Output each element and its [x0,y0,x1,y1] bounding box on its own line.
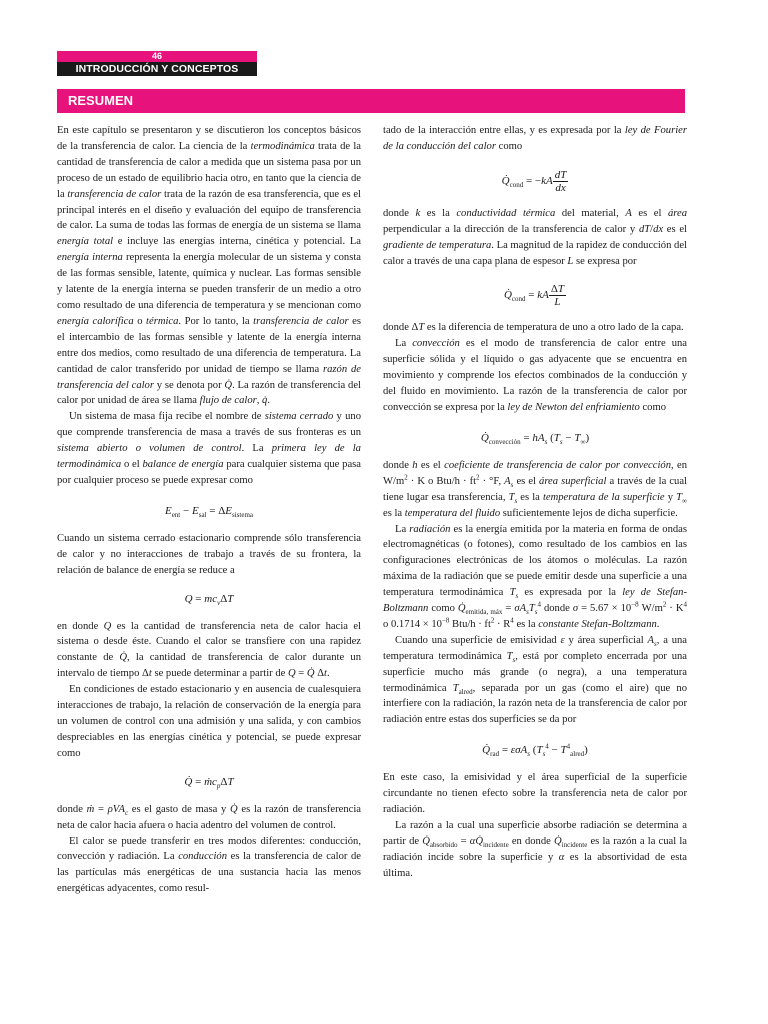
paragraph: En este capítulo se presentaron y se discutieron los conceptos básicos de la transferencia de calor. La ciencia de la termodinámica trata de la cantidad de transferencia de calor a medida que un sistema pasa por un proceso de un estado de equilibrio hacia otro, en tanto que la ciencia de la transferencia de calor trata de la razón de esa transferencia, que es el principal interés en el diseño y evaluación del equipo de transferencia de calor. La suma de todas las formas de energía de un sistema se llama energía total e incluye las energías interna, cinética y potencial. La energía interna representa la energía molecular de un sistema y consta de las formas sensible, latente, química y nuclear. Las formas sensible y latente de la energía interna se pueden transferir de un medio a otro como resultado de una diferencia de temperatura y se mencionan como energía calorífica o térmica. Por lo tanto, la transferencia de calor es el intercambio de las formas sensible y latente de la energía interna entre dos medios, como resultado de una diferencia de temperatura. La cantidad de calor transferido por unidad de tiempo se llama razón de transferencia del calor y se denota por Q̇. La razón de transferencia del calor por unidad de área se llama flujo de calor, q̇. [57,125,362,407]
paragraph: Un sistema de masa fija recibe el nombre de sistema cerrado y uno que comprende transferencia de masa a través de sus fronteras es un sistema abierto o volumen de control. La primera ley de la termodinámica o el balance de energía para cualquier sistema que pasa por cualquier proceso se puede expresar como [57,411,361,486]
paragraph: La radiación es la energía emitida por la materia en forma de ondas electromagnéticas (o fotones), como resultado de los cambios en las configuraciones electrónicas de los átomos o moléculas. La razón máxima de la radiación que se puede emitir desde una superficie a una temperatura termodinámica $T_s$ es expresada por la ley de Stefan-Boltzmann como $Q̇_{emitida, máx} = \sigma A_sT_s^4$ donde $\sigma = 5.67 \times 10^{-8}$ $W/m^2 \cdot K^4$ o $0.1714 \times 10^{-8}$ $Btu/h \cdot ft^2 \cdot R^4$ es la constante Stefan-Boltzmann. [383,523,688,630]
equation-fourier-plane: $Q̇_{cond}$ = kA $\frac{\Delta T}{L}$ [503,283,565,309]
paragraph: En condiciones de estado estacionario y en ausencia de cualesquiera interacciones de trabajo, la relación de conservación de la energía para un volumen de control con una admisión y una salida, y con cambios despreciables en las energías cinética y potencial, se puede expresar como [57,684,361,759]
right-column [383,123,687,882]
paragraph: En este caso, la emisividad y el área superficial de la superficie circundante no tienen efecto sobre la transferencia neta de calor por radiación. [383,772,687,816]
equation-energy-balance: $E_{ent} - E_{sal} = \Delta E_{sistema}$ [164,504,254,520]
paragraph: donde k es la conductividad térmica del material, A es el área perpendicular a la dirección de la transferencia de calor y dT/dx es el gradiente de temperatura. La magnitud de la rapidez de conducción del calor a través de una capa plana de espesor L se expresa por [383,207,688,267]
paragraph: donde ṁ = ρVA$_c$ es el gasto de masa y Q̇ es la razón de transferencia neta de calor hacia afuera o hacia adentro del volumen de control. [57,803,361,831]
section-heading: RESUMEN [57,89,685,113]
equation-radiation: $Q̇_{rad} = \varepsilon\sigma A_s$ $(T_s^4 - T^4_{alred})$ [482,742,588,759]
chapter-title: INTRODUCCIÓN Y CONCEPTOS BÁSICOS [57,62,257,76]
paragraph: en donde Q es la cantidad de transferencia neta de calor hacia el sistema o desde éste. Cuando el calor se transfiere con una rapidez constante de Q̇, la cantidad de transferencia de calor durante un intervalo de tiempo Δt se puede determinar a partir de Q = Q̇ Δt. [57,620,361,680]
equation-newton: $Q̇_{convección} = hA_s$ $(T_s - T_\infty)$ [480,431,590,447]
paragraph: La razón a la cual una superficie absorbe radiación se determina a partir de $Q̇_{absorbido}$ = $\alpha Q̇_{incidente}$ en donde $Q̇_{incidente}$ es la razón a la cual la radiación incide sobre la superficie y α es la absortividad de esta última. [383,820,687,879]
equation-closed-system: $Q = mc_v\Delta T$ [184,592,234,607]
page-number: 46 [57,51,257,62]
equation-steady-flow: Q̇ = ṁc$_p$ΔT [184,775,234,790]
paragraph: Cuando un sistema cerrado estacionario comprende sólo transferencia de calor y no interacciones de trabajo a través de su frontera, la relación de balance de energía se reduce a [57,532,361,576]
paragraph: El calor se puede transferir en tres modos diferentes: conducción, convección y radiación. La conducción es la transferencia de calor de las partículas más energéticas de una sustancia hacia las menos energéticas adyacentes, como resul- [57,835,361,895]
left-column [57,123,361,897]
paragraph: La convección es el modo de transferencia de calor entre una superficie sólida y el líquido o gas adyacente que se encuentra en movimiento y comprende los efectos combinados de la conducción y del fluido en movimiento. La razón de la transferencia de calor por convección se expresa por la ley de Newton del enfriamiento como [383,338,687,413]
paragraph: donde ΔT es la diferencia de temperatura de uno a otro lado de la capa. [383,322,684,334]
equation-fourier: $Q̇_{cond} = -kA$ $\frac{dT}{dx}$ [501,168,567,194]
paragraph: donde h es el coeficiente de transferencia de calor por convección, en $W/m^2 \cdot K$ o $Btu/h \cdot ft^2 \cdot ^\circ F$, $A_s$ es el área superficial a través de la cual tiene lugar esa transferencia, $T_s$ es la temperatura de la superficie y $T_\infty$ es la temperatura del fluido suficientemente lejos de dicha superficie. [383,459,688,519]
paragraph: Cuando una superficie de emisividad ε y área superficial $A_s$, a una temperatura termodinámica $T_s$, está por completo encerrada por una superficie mucho más grande (o negra), a una temperatura termodinámica $T_{alred}$, separada por un gas (como el aire) que no interfiere con la radiación, la razón neta de la transferencia de calor por radiación entre estas dos superficies se da por [383,634,688,726]
paragraph: tado de la interacción entre ellas, y es expresada por la ley de Fourier de la conducción del calor como [383,125,687,152]
